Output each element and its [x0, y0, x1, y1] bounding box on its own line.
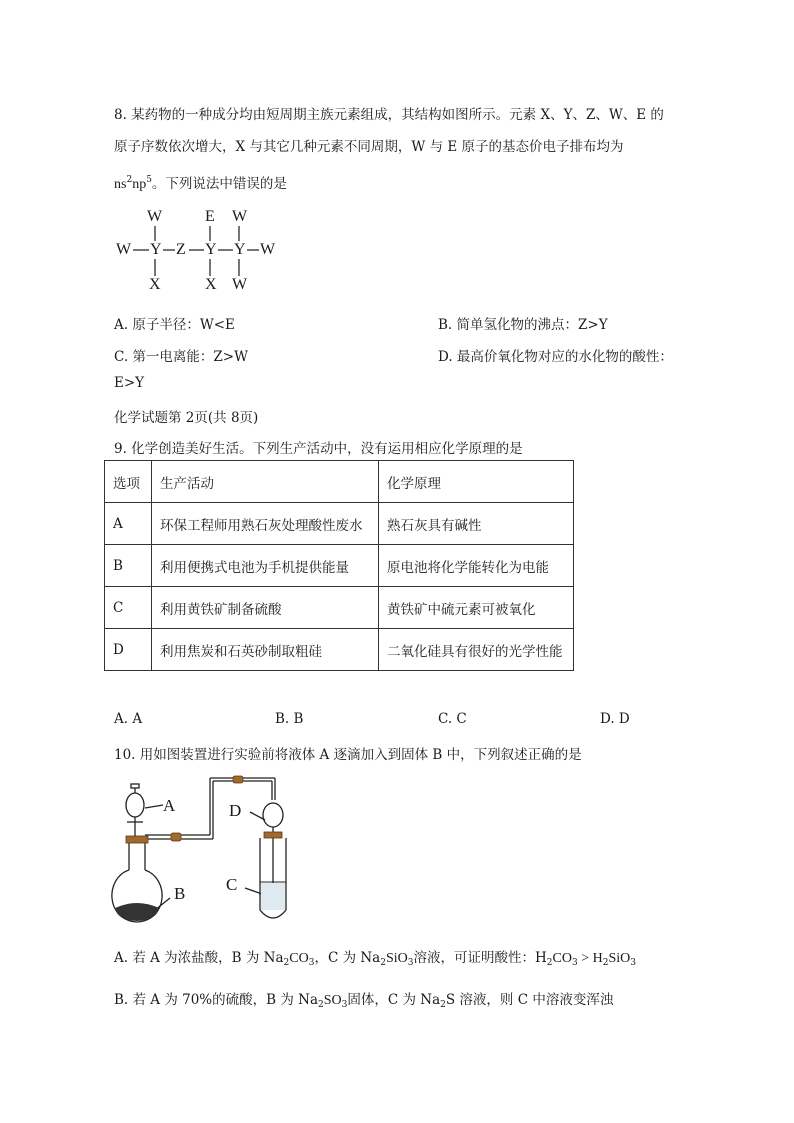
struct-bottom-x1: X [149, 276, 161, 293]
struct-bottom-w: W [232, 276, 248, 293]
struct-w-right: W [260, 241, 276, 258]
q10a-text: SiO [385, 951, 408, 966]
apparatus-label-c: C [226, 875, 238, 894]
q8-stem-line2: 原子序数依次增大，X 与其它几种元素不同周期，W 与 E 原子的基态价电子排布均为 [114, 139, 624, 155]
table-cell: 黄铁矿中硫元素可被氧化 [379, 587, 574, 629]
q9-option-d[interactable]: D. D [600, 711, 630, 727]
table-cell: 环保工程师用熟石灰处理酸性废水 [152, 503, 379, 545]
struct-z: Z [176, 241, 186, 258]
page-footer: 化学试题第 2页(共 8页) [114, 410, 259, 426]
table-cell: A [105, 503, 152, 545]
table-cell: 原电池将化学能转化为电能 [379, 545, 574, 587]
table-header-row [105, 461, 574, 503]
q10a-sub: 2 [602, 958, 609, 968]
table-cell: C [105, 587, 152, 629]
q10a-text: CO [552, 951, 572, 966]
q10a-text: 溶液，可证明酸性：H [413, 950, 547, 966]
q10b-text: B. 若 A 为 70%的硫酸，B 为 Na [114, 992, 318, 1008]
q10a-sub: 2 [546, 958, 553, 968]
q8-config-np: np [132, 177, 147, 192]
apparatus-label-b: B [174, 884, 186, 903]
q8-option-d-continued: E>Y [114, 375, 145, 391]
q10b-text: SO [323, 993, 342, 1008]
q8-stem-line1: 8. 某药物的一种成分均由短周期主族元素组成，其结构如图所示。元素 X、Y、Z、W、E 的 [114, 107, 664, 123]
q10b-sub: 2 [318, 1000, 324, 1010]
table-header-cell: 选项 [105, 461, 152, 503]
struct-y3: Y [234, 241, 246, 258]
q10a-sub: 3 [308, 958, 315, 968]
table-cell: 熟石灰具有碱性 [379, 503, 574, 545]
table-header-cell: 生产活动 [152, 461, 379, 503]
q8-config-sup1: 2 [126, 175, 133, 185]
q8-config-ns: ns [114, 177, 127, 192]
apparatus-label-d: D [229, 801, 242, 820]
q8-config-sup2: 5 [146, 175, 152, 185]
q9-stem: 9. 化学创造美好生活。下列生产活动中，没有运用相应化学原理的是 [114, 441, 523, 457]
q10a-sub: 2 [283, 958, 290, 968]
q9-option-a[interactable]: A. A [114, 711, 143, 727]
struct-top-w1: W [147, 208, 163, 225]
q10b-sub: 2 [440, 1000, 446, 1010]
q10b-sub: 3 [341, 1000, 348, 1010]
struct-top-e: E [205, 208, 215, 225]
q10-apparatus-diagram [105, 770, 315, 930]
q10-option-b[interactable] [114, 988, 613, 1010]
q8-stem-end: 。下列说法中错误的是 [151, 176, 287, 192]
q10a-sub: 3 [407, 958, 414, 968]
q10a-text: SiO [608, 951, 631, 966]
table-cell: D [105, 629, 152, 671]
table-cell: 利用便携式电池为手机提供能量 [152, 545, 379, 587]
struct-top-w2: W [232, 208, 248, 225]
q8-option-c[interactable]: C. 第一电离能：Z>W [114, 349, 248, 365]
table-cell: 利用黄铁矿制备硫酸 [152, 587, 379, 629]
q10a-sub: 3 [630, 958, 636, 968]
q10a-text: CO [289, 951, 309, 966]
q10b-text: 固体，C 为 Na [347, 992, 441, 1008]
table-row [105, 629, 574, 671]
q9-table [104, 460, 574, 671]
q10a-sub: 3 [571, 958, 578, 968]
q8-option-d[interactable]: D. 最高价氧化物对应的水化物的酸性： [438, 349, 673, 365]
q10-stem: 10. 用如图装置进行实验前将液体 A 逐滴加入到固体 B 中，下列叙述正确的是 [114, 747, 582, 763]
q8-option-a[interactable]: A. 原子半径：W<E [114, 317, 235, 333]
table-header-cell: 化学原理 [379, 461, 574, 503]
q10b-text: S 溶液，则 C 中溶液变浑浊 [445, 992, 614, 1008]
table-cell: 利用焦炭和石英砂制取粗硅 [152, 629, 379, 671]
struct-bonds [0, 0, 300, 300]
table-cell: B [105, 545, 152, 587]
q9-option-c[interactable]: C. C [438, 711, 467, 727]
q10a-text: ，C 为 Na [314, 950, 381, 966]
table-row [105, 587, 574, 629]
q9-option-b[interactable]: B. B [275, 711, 304, 727]
struct-bottom-x2: X [205, 276, 217, 293]
q8-option-b[interactable]: B. 简单氢化物的沸点：Z>Y [438, 317, 608, 333]
q10a-sub: 2 [380, 958, 386, 968]
struct-y1: Y [150, 241, 162, 258]
q10-option-a[interactable] [114, 946, 636, 968]
struct-y2: Y [205, 241, 217, 258]
table-cell: 二氧化硅具有很好的光学性能 [379, 629, 574, 671]
q10a-text: A. 若 A 为浓盐酸，B 为 Na [114, 950, 284, 966]
q10a-text: > H [577, 951, 603, 966]
apparatus-label-a: A [163, 796, 176, 815]
table-row [105, 503, 574, 545]
apparatus-drawing [105, 770, 315, 930]
table-row [105, 545, 574, 587]
struct-w-left: W [116, 241, 132, 258]
